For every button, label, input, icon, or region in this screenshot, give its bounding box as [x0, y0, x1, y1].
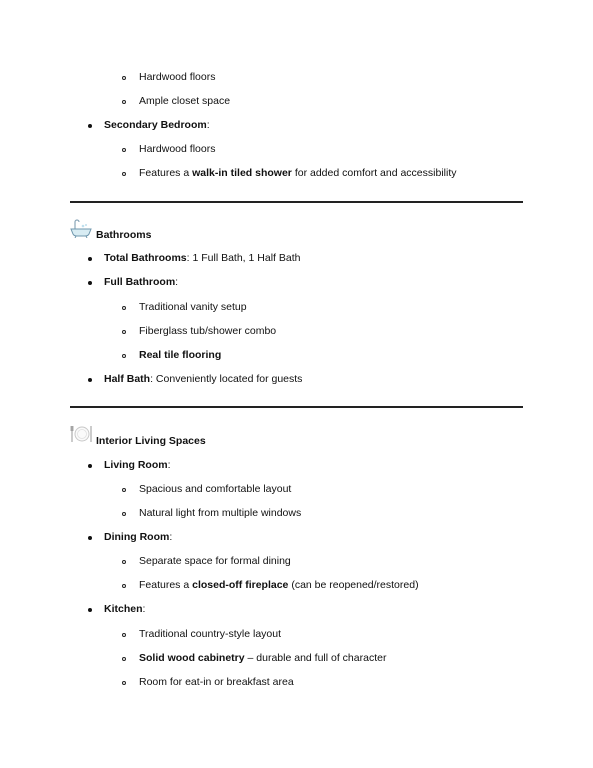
bullet	[88, 536, 92, 540]
sub-bullet	[122, 354, 126, 358]
sub-bullet	[122, 584, 126, 588]
list-item: Half Bath: Conveniently located for guests	[104, 373, 303, 385]
sub-bullet	[122, 330, 126, 334]
list-item: Features a closed-off fireplace (can be reopened/restored)	[139, 579, 419, 591]
section-title: Interior Living Spaces	[96, 435, 206, 447]
bullet	[88, 464, 92, 468]
sub-bullet	[122, 633, 126, 637]
list-item: Solid wood cabinetry – durable and full of character	[139, 652, 387, 664]
bullet	[88, 608, 92, 612]
sub-bullet	[122, 100, 126, 104]
sub-bullet	[122, 488, 126, 492]
sub-bullet	[122, 306, 126, 310]
bullet	[88, 378, 92, 382]
list-item: Ample closet space	[139, 95, 231, 107]
list-item: Features a walk-in tiled shower for added comfort and accessibility	[139, 167, 457, 179]
sub-bullet	[122, 172, 126, 176]
section-title: Bathrooms	[96, 229, 152, 241]
sub-bullet	[122, 512, 126, 516]
dining-plate-icon	[70, 424, 92, 444]
sub-bullet	[122, 681, 126, 685]
list-item: Hardwood floors	[139, 71, 216, 83]
list-item: Total Bathrooms: 1 Full Bath, 1 Half Bath	[104, 252, 301, 264]
sub-bullet	[122, 560, 126, 564]
list-item: Fiberglass tub/shower combo	[139, 325, 277, 337]
list-item: Natural light from multiple windows	[139, 507, 302, 519]
sub-bullet	[122, 76, 126, 80]
list-item: Full Bathroom:	[104, 276, 179, 288]
bullet	[88, 281, 92, 285]
list-item: Spacious and comfortable layout	[139, 483, 292, 495]
bathtub-icon	[70, 218, 92, 238]
list-item: Real tile flooring	[139, 349, 222, 361]
list-item: Separate space for formal dining	[139, 555, 291, 567]
list-item: Traditional country-style layout	[139, 628, 282, 640]
list-item: Hardwood floors	[139, 143, 216, 155]
bullet	[88, 124, 92, 128]
sub-bullet	[122, 148, 126, 152]
list-item: Dining Room:	[104, 531, 173, 543]
list-item: Traditional vanity setup	[139, 301, 247, 313]
section-divider	[70, 201, 523, 203]
bullet	[88, 257, 92, 261]
list-item: Secondary Bedroom:	[104, 119, 210, 131]
list-item: Room for eat-in or breakfast area	[139, 676, 294, 688]
sub-bullet	[122, 657, 126, 661]
section-divider	[70, 406, 523, 408]
list-item: Living Room:	[104, 459, 171, 471]
list-item: Kitchen:	[104, 603, 146, 615]
